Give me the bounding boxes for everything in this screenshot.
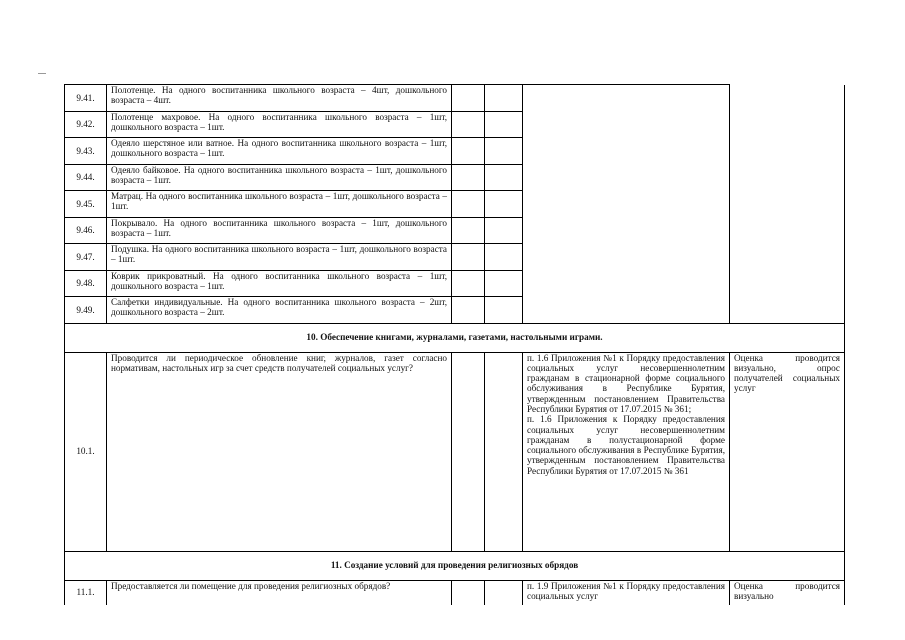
checklist-table: [64, 84, 845, 605]
row-text: Салфетки индивидуальные. На одного воспитанника школьного возраста – 2шт, дошкольного возраста – 2шт.: [107, 297, 452, 324]
no-cell: [485, 270, 523, 297]
method-cell: Оценка проводится визуально: [730, 580, 845, 605]
section-header-row: [65, 551, 845, 580]
basis-cell: [523, 85, 730, 324]
yes-cell: [452, 270, 485, 297]
row-text: Матрац. На одного воспитанника школьного возраста – 1шт, дошкольного возраста – 1шт.: [107, 191, 452, 218]
yes-cell: [452, 111, 485, 138]
row-number: 11.1.: [65, 580, 107, 605]
row-text: Полотенце махровое. На одного воспитанника школьного возраста – 1шт, дошкольного возраста – 1шт.: [107, 111, 452, 138]
basis-paragraph: п. 1.6 Приложения №1 к Порядку предоставления социальных услуг несовершеннолетним гражданам в стационарной форме социального обслуживания в Республике Бурятия, утвержденным постановлением Правительства Республики Бурятия от 17.07.2015 № 361;: [527, 352, 725, 414]
row-text: Полотенце. На одного воспитанника школьного возраста – 4шт, дошкольного возраста – 4шт.: [107, 85, 452, 112]
yes-cell: [452, 352, 485, 551]
method-cell: Оценка проводится визуально, опрос получателей социальных услуг: [730, 352, 845, 551]
row-text: Проводится ли периодическое обновление книг, журналов, газет согласно нормативам, настольных игр за счет средств получателей социальных услуг?: [107, 352, 452, 551]
no-cell: [485, 85, 523, 112]
section-title: 10. Обеспечение книгами, журналами, газетами, настольными играми.: [65, 323, 845, 352]
basis-paragraph: п. 1.6 Приложения к Порядку предоставления социальных услуг несовершеннолетним гражданам в полустационарной форме социального обслуживания в Республике Бурятия, утвержденным постановлением Правительства Республики Бурятия от 17.07.2015 № 361: [527, 414, 725, 476]
row-number: 9.48.: [65, 270, 107, 297]
row-number: 9.47.: [65, 244, 107, 271]
no-cell: [485, 164, 523, 191]
row-text: Коврик прикроватный. На одного воспитанника школьного возраста – 1шт, дошкольного возраста – 1шт.: [107, 270, 452, 297]
no-cell: [485, 244, 523, 271]
yes-cell: [452, 191, 485, 218]
yes-cell: [452, 85, 485, 112]
yes-cell: [452, 580, 485, 605]
yes-cell: [452, 244, 485, 271]
no-cell: [485, 111, 523, 138]
row-text: Покрывало. На одного воспитанника школьного возраста – 1шт, дошкольного возраста – 1шт.: [107, 217, 452, 244]
no-cell: [485, 352, 523, 551]
row-text: Одеяло шерстяное или ватное. На одного воспитанника школьного возраста – 1шт, дошкольного возраста – 1шт.: [107, 138, 452, 165]
yes-cell: [452, 217, 485, 244]
row-text: Подушка. На одного воспитанника школьного возраста – 1шт, дошкольного возраста – 1шт.: [107, 244, 452, 271]
table-row: [65, 352, 845, 551]
yes-cell: [452, 297, 485, 324]
row-number: 9.42.: [65, 111, 107, 138]
section-header-row: [65, 323, 845, 352]
row-number: 9.49.: [65, 297, 107, 324]
yes-cell: [452, 138, 485, 165]
row-number: 9.44.: [65, 164, 107, 191]
yes-cell: [452, 164, 485, 191]
row-number: 10.1.: [65, 352, 107, 551]
no-cell: [485, 138, 523, 165]
no-cell: [485, 191, 523, 218]
no-cell: [485, 297, 523, 324]
margin-mark: [38, 73, 46, 74]
no-cell: [485, 217, 523, 244]
row-number: 9.43.: [65, 138, 107, 165]
table-row: [65, 85, 845, 112]
method-cell: [730, 85, 845, 324]
row-number: 9.45.: [65, 191, 107, 218]
basis-cell: п. 1.9 Приложения №1 к Порядку предоставления социальных услуг: [523, 580, 730, 605]
row-text: Предоставляется ли помещение для проведения религиозных обрядов?: [107, 580, 452, 605]
row-number: 9.46.: [65, 217, 107, 244]
row-number: 9.41.: [65, 85, 107, 112]
section-title: 11. Создание условий для проведения религиозных обрядов: [65, 551, 845, 580]
no-cell: [485, 580, 523, 605]
row-text: Одеяло байковое. На одного воспитанника школьного возраста – 1шт, дошкольного возраста – 1шт.: [107, 164, 452, 191]
table-row: [65, 580, 845, 605]
basis-cell: [523, 352, 730, 551]
